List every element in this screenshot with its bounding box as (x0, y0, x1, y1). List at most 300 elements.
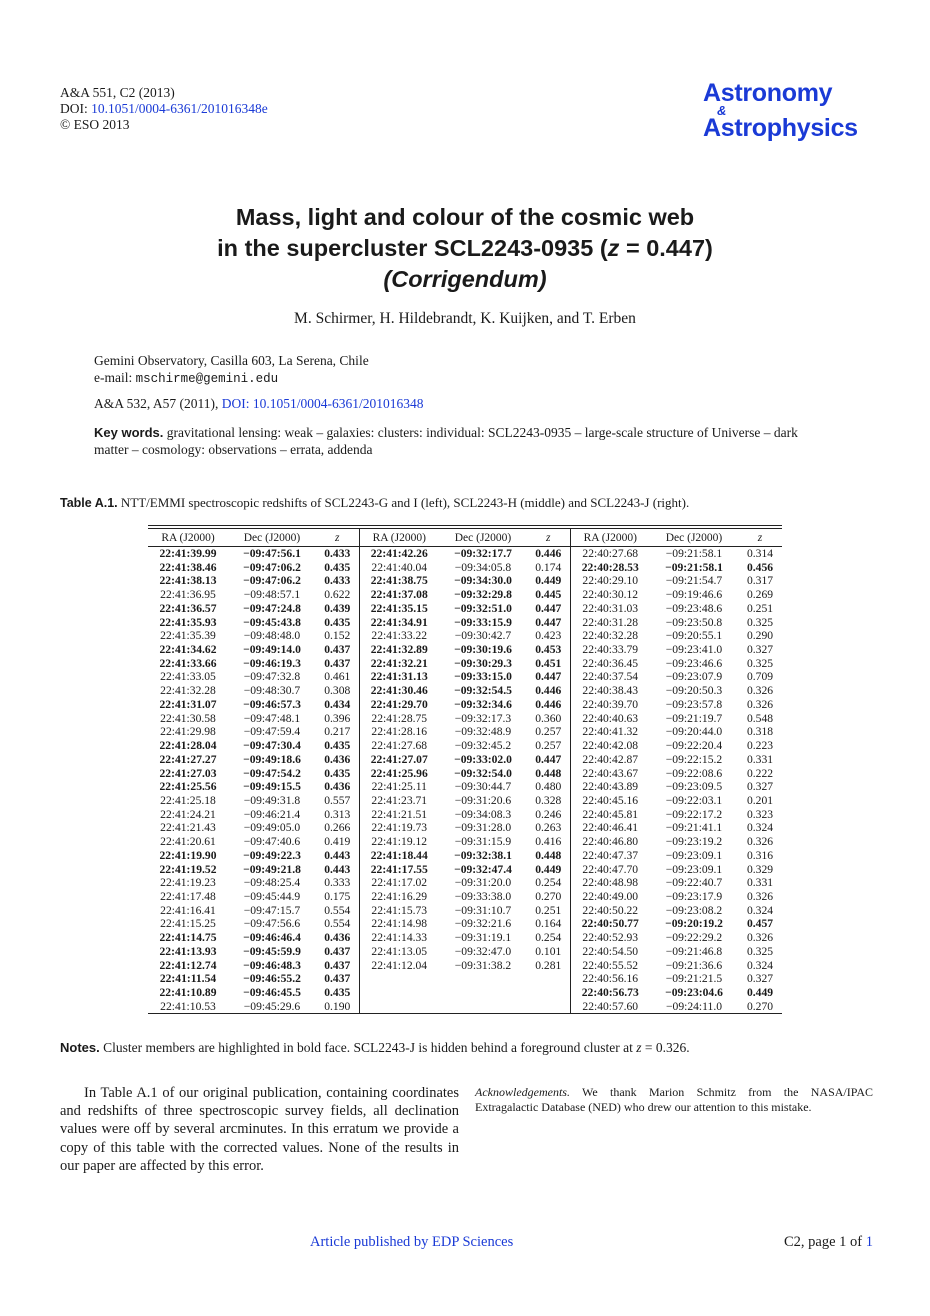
left-dec-cell: −09:47:48.1 (243, 711, 301, 725)
right-dec-cell: −09:21:36.6 (665, 958, 723, 972)
middle-z-cell: 0.416 (527, 835, 570, 849)
right-z-cell: 0.325 (746, 615, 774, 629)
page-total-link[interactable]: 1 (865, 1234, 873, 1250)
right-z-cell: 0.269 (746, 588, 774, 602)
title-line2: in the supercluster SCL2243-0935 (z = 0.447) (217, 235, 713, 261)
journal-ref: A&A 551, C2 (2013) (60, 85, 175, 100)
table-row (148, 808, 782, 822)
left-z-cell: 0.266 (316, 821, 359, 835)
middle-ra-cell: 22:41:29.70 (370, 697, 428, 711)
right-z-cell: 0.329 (746, 862, 774, 876)
left-ra-cell: 22:41:10.89 (159, 986, 217, 999)
left-z-cell: 0.437 (316, 643, 359, 657)
right-dec-cell: −09:23:09.1 (665, 862, 723, 876)
left-ra-cell: 22:41:35.93 (159, 615, 217, 629)
middle-ra-cell: 22:41:40.04 (371, 560, 428, 574)
right-z-cell: 0.318 (746, 725, 774, 739)
right-dec-cell: −09:21:19.7 (665, 711, 723, 725)
left-dec-cell: −09:47:30.4 (243, 739, 301, 753)
left-z-cell: 0.443 (316, 849, 359, 863)
redshift-table (148, 525, 782, 1014)
middle-ra-cell: 22:41:33.22 (371, 629, 428, 643)
right-z-cell: 0.316 (746, 848, 774, 862)
middle-ra-cell: 22:41:13.05 (371, 944, 428, 958)
right-dec-cell: −09:20:19.2 (665, 917, 723, 931)
right-ra-cell: 22:40:49.00 (582, 889, 639, 903)
table-row (148, 725, 782, 739)
middle-dec-cell: −09:34:30.0 (454, 574, 512, 588)
left-dec-cell: −09:48:57.1 (243, 588, 301, 602)
middle-z-cell: 0.447 (527, 670, 570, 684)
left-dec-cell: −09:47:06.2 (243, 560, 301, 574)
left-dec-cell: −09:49:21.8 (243, 862, 301, 876)
right-ra-cell: 22:40:54.50 (582, 944, 639, 958)
middle-dec-cell: −09:30:19.6 (454, 643, 512, 657)
middle-dec-cell: −09:32:47.4 (454, 862, 512, 876)
right-ra-cell: 22:40:50.77 (581, 917, 639, 931)
middle-z-cell: 0.448 (527, 849, 570, 863)
left-ra-cell: 22:41:11.54 (159, 972, 217, 986)
right-z-cell: 0.327 (746, 780, 774, 794)
right-z-cell: 0.327 (746, 643, 774, 657)
left-dec-cell: −09:48:48.0 (243, 629, 301, 643)
middle-z-cell: 0.453 (527, 643, 570, 657)
middle-ra-cell: 22:41:14.98 (371, 917, 428, 931)
right-z-cell: 0.324 (746, 958, 774, 972)
middle-dec-cell: −09:33:15.0 (454, 670, 512, 684)
middle-dec-cell: −09:31:20.6 (454, 793, 512, 807)
middle-dec-cell: −09:32:38.1 (454, 848, 512, 862)
table-row (148, 986, 782, 1000)
right-z-cell: 0.709 (746, 670, 774, 684)
right-z-cell: 0.222 (746, 766, 774, 780)
right-z-cell: 0.325 (746, 656, 774, 670)
left-dec-cell: −09:45:43.8 (243, 615, 301, 629)
right-ra-cell: 22:40:28.53 (581, 560, 639, 574)
right-ra-cell: 22:40:46.80 (582, 835, 639, 849)
left-z-cell: 0.557 (316, 794, 359, 808)
left-z-cell: 0.433 (316, 547, 359, 561)
left-dec-cell: −09:47:56.1 (243, 547, 301, 560)
left-z-cell: 0.436 (316, 780, 359, 794)
middle-ra-cell: 22:41:28.16 (371, 725, 428, 739)
right-z-cell: 0.457 (746, 917, 774, 931)
right-z-cell: 0.317 (746, 574, 774, 588)
body-paragraph: In Table A.1 of our original publication, containing coordinates and redshifts of three spectroscopic survey fields, all declination values were off by several arcminutes. In this erratum we provide a copy of this table with the corrected values. None of the results in our paper are affected by this error. (60, 1085, 459, 1174)
right-ra-cell: 22:40:46.41 (582, 821, 639, 835)
left-dec-cell: −09:45:59.9 (243, 944, 301, 958)
table-row (148, 1000, 782, 1014)
right-dec-cell: −09:23:04.6 (665, 986, 723, 999)
table-row (148, 739, 782, 753)
left-z-cell: 0.435 (316, 616, 359, 630)
right-z-cell: 0.201 (746, 793, 774, 807)
left-ra-cell: 22:41:30.58 (160, 711, 216, 725)
left-ra-cell: 22:41:38.13 (159, 574, 217, 588)
left-ra-cell: 22:41:36.57 (159, 601, 217, 615)
middle-ra-cell: 22:41:32.89 (370, 643, 428, 657)
right-z-cell: 0.324 (746, 821, 774, 835)
left-z-cell: 0.152 (316, 629, 359, 643)
right-dec-cell: −09:20:44.0 (665, 725, 723, 739)
original-reference: A&A 532, A57 (2011), DOI: 10.1051/0004-6361/201016348 (94, 396, 424, 411)
middle-dec-cell: −09:31:19.1 (454, 931, 512, 945)
right-dec-cell: −09:22:29.2 (665, 931, 723, 945)
right-ra-cell: 22:40:30.12 (582, 588, 639, 602)
logo-line2: Astrophysics (703, 114, 858, 142)
right-z-cell: 0.270 (738, 1000, 782, 1014)
middle-z-cell: 0.328 (527, 794, 570, 808)
middle-dec-cell: −09:30:29.3 (454, 656, 512, 670)
right-dec-cell: −09:22:15.2 (665, 752, 723, 766)
middle-ra-cell: 22:41:42.26 (370, 547, 428, 560)
right-dec-cell: −09:19:46.6 (665, 588, 723, 602)
left-dec-cell: −09:49:22.3 (243, 848, 301, 862)
left-z-cell: 0.461 (316, 670, 359, 684)
right-z-cell: 0.326 (746, 889, 774, 903)
right-ra-cell: 22:40:56.73 (581, 986, 639, 999)
table-row (148, 602, 782, 616)
middle-z-cell: 0.446 (527, 547, 570, 561)
middle-dec-cell: −09:31:10.7 (454, 903, 512, 917)
left-ra-cell: 22:41:12.74 (159, 958, 217, 972)
middle-z-cell: 0.451 (527, 657, 570, 671)
logo-amp: & (717, 103, 727, 118)
left-dec-cell: −09:47:06.2 (243, 574, 301, 588)
middle-ra-cell: 22:41:30.46 (370, 684, 428, 698)
left-ra-cell: 22:41:28.04 (159, 739, 217, 753)
table-row (148, 904, 782, 918)
middle-ra-cell: 22:41:32.21 (370, 656, 428, 670)
right-dec-cell: −09:21:58.1 (665, 547, 723, 560)
right-dec-cell: −09:22:17.2 (665, 807, 723, 821)
middle-z-cell: 0.446 (527, 698, 570, 712)
right-ra-cell: 22:40:50.22 (582, 903, 639, 917)
right-ra-cell: 22:40:48.98 (582, 876, 639, 890)
left-dec-cell: −09:48:30.7 (243, 684, 301, 698)
right-z-cell: 0.331 (746, 752, 774, 766)
left-dec-cell: −09:49:05.0 (243, 821, 301, 835)
middle-z-cell: 0.174 (527, 561, 570, 575)
left-dec-cell: −09:48:25.4 (243, 876, 301, 890)
middle-ra-cell: 22:41:14.33 (371, 931, 428, 945)
left-ra-cell: 22:41:13.93 (159, 944, 217, 958)
right-ra-cell: 22:40:36.45 (582, 656, 639, 670)
left-z-cell: 0.554 (316, 904, 359, 918)
left-ra-cell: 22:41:32.28 (160, 684, 216, 698)
copyright: © ESO 2013 (60, 117, 130, 132)
right-ra-cell: 22:40:32.28 (582, 629, 639, 643)
left-dec-cell: −09:46:57.3 (243, 697, 301, 711)
left-ra-cell: 22:41:21.43 (160, 821, 216, 835)
right-ra-cell: 22:40:41.32 (582, 725, 639, 739)
left-dec-cell: −09:47:15.7 (243, 903, 301, 917)
left-ra-cell: 22:41:29.98 (160, 725, 216, 739)
left-dec-cell: −09:45:44.9 (243, 889, 301, 903)
middle-z-cell (527, 972, 570, 986)
middle-ra-cell: 22:41:31.13 (370, 670, 428, 684)
right-z-cell: 0.326 (746, 931, 774, 945)
table-notes: Notes. Cluster members are highlighted in bold face. SCL2243-J is hidden behind a foreground cluster at z = 0.326. (60, 1040, 690, 1055)
table-row (148, 684, 782, 698)
right-z-cell: 0.324 (746, 903, 774, 917)
right-ra-cell: 22:40:47.37 (582, 848, 639, 862)
middle-z-cell: 0.480 (527, 780, 570, 794)
middle-ra-cell (359, 1000, 439, 1014)
right-dec-cell: −09:23:46.6 (665, 656, 723, 670)
middle-dec-cell: −09:32:45.2 (454, 739, 512, 753)
right-ra-cell: 22:40:43.67 (582, 766, 639, 780)
middle-dec-cell (439, 1000, 527, 1014)
middle-dec-cell: −09:30:42.7 (454, 629, 512, 643)
right-ra-cell: 22:40:31.28 (582, 615, 639, 629)
table-row (148, 547, 782, 561)
table-row (148, 561, 782, 575)
keywords: Key words. gravitational lensing: weak – galaxies: clusters: individual: SCL2243-0935 – large-scale structure of Universe – dark matter – cosmology: observations – errata, addenda (94, 425, 798, 457)
table-row (148, 616, 782, 630)
middle-ra-cell: 22:41:27.07 (370, 752, 428, 766)
left-z-cell: 0.190 (316, 1000, 359, 1014)
middle-dec-cell: −09:33:15.9 (454, 615, 512, 629)
right-dec-cell: −09:22:20.4 (665, 739, 723, 753)
right-z-cell: 0.326 (746, 697, 774, 711)
middle-ra-cell: 22:41:17.55 (370, 862, 428, 876)
right-ra-cell: 22:40:29.10 (582, 574, 639, 588)
middle-z-cell: 0.447 (527, 753, 570, 767)
left-ra-cell: 22:41:25.56 (159, 780, 217, 794)
left-ra-cell: 22:41:15.25 (160, 917, 216, 931)
doi-label: DOI: (60, 101, 92, 116)
middle-z-cell: 0.281 (527, 959, 570, 973)
original-doi-link[interactable]: DOI: 10.1051/0004-6361/201016348 (221, 396, 424, 411)
middle-z-cell: 0.446 (527, 684, 570, 698)
table-row (148, 643, 782, 657)
right-ra-cell: 22:40:43.89 (582, 780, 639, 794)
middle-z-cell: 0.423 (527, 629, 570, 643)
middle-ra-cell: 22:41:17.02 (371, 876, 428, 890)
table-row (148, 670, 782, 684)
left-z-cell: 0.437 (316, 972, 359, 986)
right-ra-cell: 22:40:38.43 (582, 684, 639, 698)
table-row (148, 863, 782, 877)
journal-logo[interactable] (703, 80, 873, 142)
right-dec-cell: −09:23:48.6 (665, 601, 723, 615)
left-ra-cell: 22:41:36.95 (160, 588, 216, 602)
middle-ra-cell: 22:41:21.51 (371, 807, 428, 821)
middle-z-cell: 0.101 (527, 945, 570, 959)
right-ra-cell: 22:40:45.16 (582, 793, 639, 807)
table-row (148, 574, 782, 588)
table-row (148, 945, 782, 959)
middle-z-cell: 0.254 (527, 876, 570, 890)
right-ra-cell: 22:40:56.16 (582, 972, 639, 986)
left-ra-cell: 22:41:33.05 (160, 670, 216, 684)
middle-z-cell: 0.447 (527, 602, 570, 616)
middle-z-cell: 0.447 (527, 616, 570, 630)
left-dec-cell: −09:46:55.2 (243, 972, 301, 986)
middle-z-cell: 0.257 (527, 725, 570, 739)
left-z-cell: 0.435 (316, 767, 359, 781)
middle-z-cell: 0.254 (527, 931, 570, 945)
middle-ra-cell: 22:41:16.29 (371, 889, 428, 903)
left-z-cell: 0.396 (316, 712, 359, 726)
left-dec-cell: −09:49:18.6 (243, 752, 301, 766)
table-row (148, 972, 782, 986)
right-z-cell: 0.326 (746, 684, 774, 698)
middle-z-cell (527, 1000, 570, 1014)
right-dec-cell: −09:21:21.5 (665, 972, 723, 986)
right-ra-cell: 22:40:27.68 (582, 547, 639, 560)
middle-ra-cell: 22:41:12.04 (371, 958, 428, 972)
right-z-cell: 0.449 (746, 986, 774, 999)
left-z-cell: 0.434 (316, 698, 359, 712)
right-z-cell: 0.325 (746, 944, 774, 958)
left-ra-cell: 22:41:14.75 (159, 931, 217, 945)
left-dec-cell: −09:47:40.6 (243, 835, 301, 849)
right-dec-cell: −09:22:40.7 (665, 876, 723, 890)
left-dec-cell: −09:49:15.5 (243, 780, 301, 794)
right-z-cell: 0.251 (746, 601, 774, 615)
middle-dec-cell: −09:32:29.8 (454, 588, 512, 602)
right-dec-cell: −09:23:57.8 (665, 697, 723, 711)
left-ra-cell: 22:41:33.66 (159, 656, 217, 670)
logo-line1: Astronomy (703, 79, 833, 107)
middle-z-cell: 0.445 (527, 588, 570, 602)
left-ra-cell: 22:41:17.48 (160, 889, 216, 903)
middle-ra-cell: 22:41:35.15 (370, 601, 428, 615)
middle-dec-cell: −09:33:38.0 (454, 889, 512, 903)
left-z-cell: 0.435 (316, 561, 359, 575)
table-row (148, 931, 782, 945)
left-dec-cell: −09:45:29.6 (228, 1000, 316, 1014)
middle-dec-cell: −09:31:38.2 (454, 958, 512, 972)
left-z-cell: 0.333 (316, 876, 359, 890)
right-ra-cell: 22:40:47.70 (582, 862, 639, 876)
header-info (60, 85, 268, 133)
right-ra-cell: 22:40:33.79 (582, 643, 639, 657)
left-z-cell: 0.436 (316, 753, 359, 767)
right-dec-cell: −09:23:07.9 (665, 670, 723, 684)
middle-dec-cell: −09:31:15.9 (454, 835, 512, 849)
doi-link[interactable]: 10.1051/0004-6361/201016348e (91, 101, 268, 116)
left-z-cell: 0.436 (316, 931, 359, 945)
right-dec-cell: −09:21:58.1 (665, 560, 723, 574)
affiliation-address: Gemini Observatory, Casilla 603, La Serena, Chile (94, 353, 369, 368)
right-dec-cell: −09:23:17.9 (665, 889, 723, 903)
left-z-cell: 0.308 (316, 684, 359, 698)
middle-ra-cell: 22:41:28.75 (371, 711, 428, 725)
affiliation: Gemini Observatory, Casilla 603, La Serena, Chile e-mail: mschirme@gemini.edu (94, 353, 369, 386)
left-dec-cell: −09:46:19.3 (243, 656, 301, 670)
middle-ra-cell (359, 986, 439, 1000)
right-ra-cell: 22:40:57.60 (570, 1000, 650, 1014)
left-ra-cell: 22:41:35.39 (160, 629, 216, 643)
right-ra-cell: 22:40:42.08 (582, 739, 639, 753)
authors: M. Schirmer, H. Hildebrandt, K. Kuijken, and T. Erben (294, 310, 636, 327)
left-ra-cell: 22:41:39.99 (159, 547, 217, 560)
left-ra-cell: 22:41:20.61 (160, 835, 216, 849)
middle-dec-cell: −09:32:21.6 (454, 917, 512, 931)
right-ra-cell: 22:40:52.93 (582, 931, 639, 945)
right-dec-cell: −09:23:50.8 (665, 615, 723, 629)
left-ra-cell: 22:41:27.03 (159, 766, 217, 780)
middle-z-cell: 0.448 (527, 767, 570, 781)
left-z-cell: 0.554 (316, 917, 359, 931)
left-ra-cell: 22:41:25.18 (160, 793, 216, 807)
middle-dec-cell: −09:30:44.7 (454, 780, 512, 794)
left-dec-cell: −09:46:46.4 (243, 931, 301, 945)
right-dec-cell: −09:23:19.2 (665, 835, 723, 849)
right-z-cell: 0.223 (746, 739, 774, 753)
middle-dec-cell: −09:32:54.0 (454, 766, 512, 780)
middle-z-cell: 0.251 (527, 904, 570, 918)
left-z-cell: 0.433 (316, 574, 359, 588)
right-dec-cell: −09:21:54.7 (665, 574, 723, 588)
table-row (148, 780, 782, 794)
middle-z-cell: 0.360 (527, 712, 570, 726)
left-dec-cell: −09:46:21.4 (243, 807, 301, 821)
right-dec-cell: −09:20:55.1 (665, 629, 723, 643)
left-ra-cell: 22:41:10.53 (148, 1000, 228, 1014)
right-ra-cell: 22:40:40.63 (582, 711, 639, 725)
left-dec-cell: −09:47:54.2 (243, 766, 301, 780)
middle-dec-cell: −09:34:05.8 (454, 560, 512, 574)
middle-dec-cell (439, 972, 527, 986)
table-row (148, 849, 782, 863)
right-z-cell: 0.327 (746, 972, 774, 986)
email-link[interactable]: mschirme@gemini.edu (135, 372, 279, 386)
right-dec-cell: −09:22:03.1 (665, 793, 723, 807)
left-z-cell: 0.435 (316, 986, 359, 1000)
right-ra-cell: 22:40:37.54 (582, 670, 639, 684)
middle-ra-cell: 22:41:37.08 (370, 588, 428, 602)
middle-dec-cell: −09:32:47.0 (454, 944, 512, 958)
table-row (148, 917, 782, 931)
left-z-cell: 0.437 (316, 657, 359, 671)
middle-ra-cell: 22:41:25.96 (370, 766, 428, 780)
middle-ra-cell: 22:41:27.68 (371, 739, 428, 753)
right-z-cell: 0.331 (746, 876, 774, 890)
middle-z-cell: 0.263 (527, 821, 570, 835)
left-dec-cell: −09:49:14.0 (243, 643, 301, 657)
table-row (148, 835, 782, 849)
left-z-cell: 0.443 (316, 863, 359, 877)
middle-dec-cell: −09:33:02.0 (454, 752, 512, 766)
middle-ra-cell: 22:41:19.73 (371, 821, 428, 835)
table-row (148, 767, 782, 781)
left-ra-cell: 22:41:38.46 (159, 560, 217, 574)
left-z-cell: 0.217 (316, 725, 359, 739)
title-line3: (Corrigendum) (383, 266, 547, 292)
middle-dec-cell: −09:31:28.0 (454, 821, 512, 835)
right-dec-cell: −09:23:08.2 (665, 903, 723, 917)
left-ra-cell: 22:41:31.07 (159, 697, 217, 711)
left-dec-cell: −09:46:48.3 (243, 958, 301, 972)
right-ra-cell: 22:40:45.81 (582, 807, 639, 821)
table-header-row: RA (J2000) Dec (J2000) z RA (J2000) Dec (J2000) z RA (J2000) Dec (J2000) z (148, 529, 782, 547)
left-z-cell: 0.622 (316, 588, 359, 602)
title-line1: Mass, light and colour of the cosmic web (235, 204, 695, 230)
middle-dec-cell: −09:32:17.3 (454, 711, 512, 725)
right-z-cell: 0.548 (746, 711, 774, 725)
left-ra-cell: 22:41:27.27 (159, 752, 217, 766)
publisher-link[interactable]: Article published by EDP Sciences (310, 1234, 514, 1250)
acknowledgements: Acknowledgements. We thank Marion Schmitz from the NASA/IPAC Extragalactic Database (NED) who drew our attention to this mistake. (475, 1085, 873, 1114)
page-number: C2, page 1 of 1 (784, 1234, 873, 1250)
right-dec-cell: −09:21:41.1 (665, 821, 723, 835)
left-ra-cell: 22:41:19.52 (159, 862, 217, 876)
table-row (148, 890, 782, 904)
